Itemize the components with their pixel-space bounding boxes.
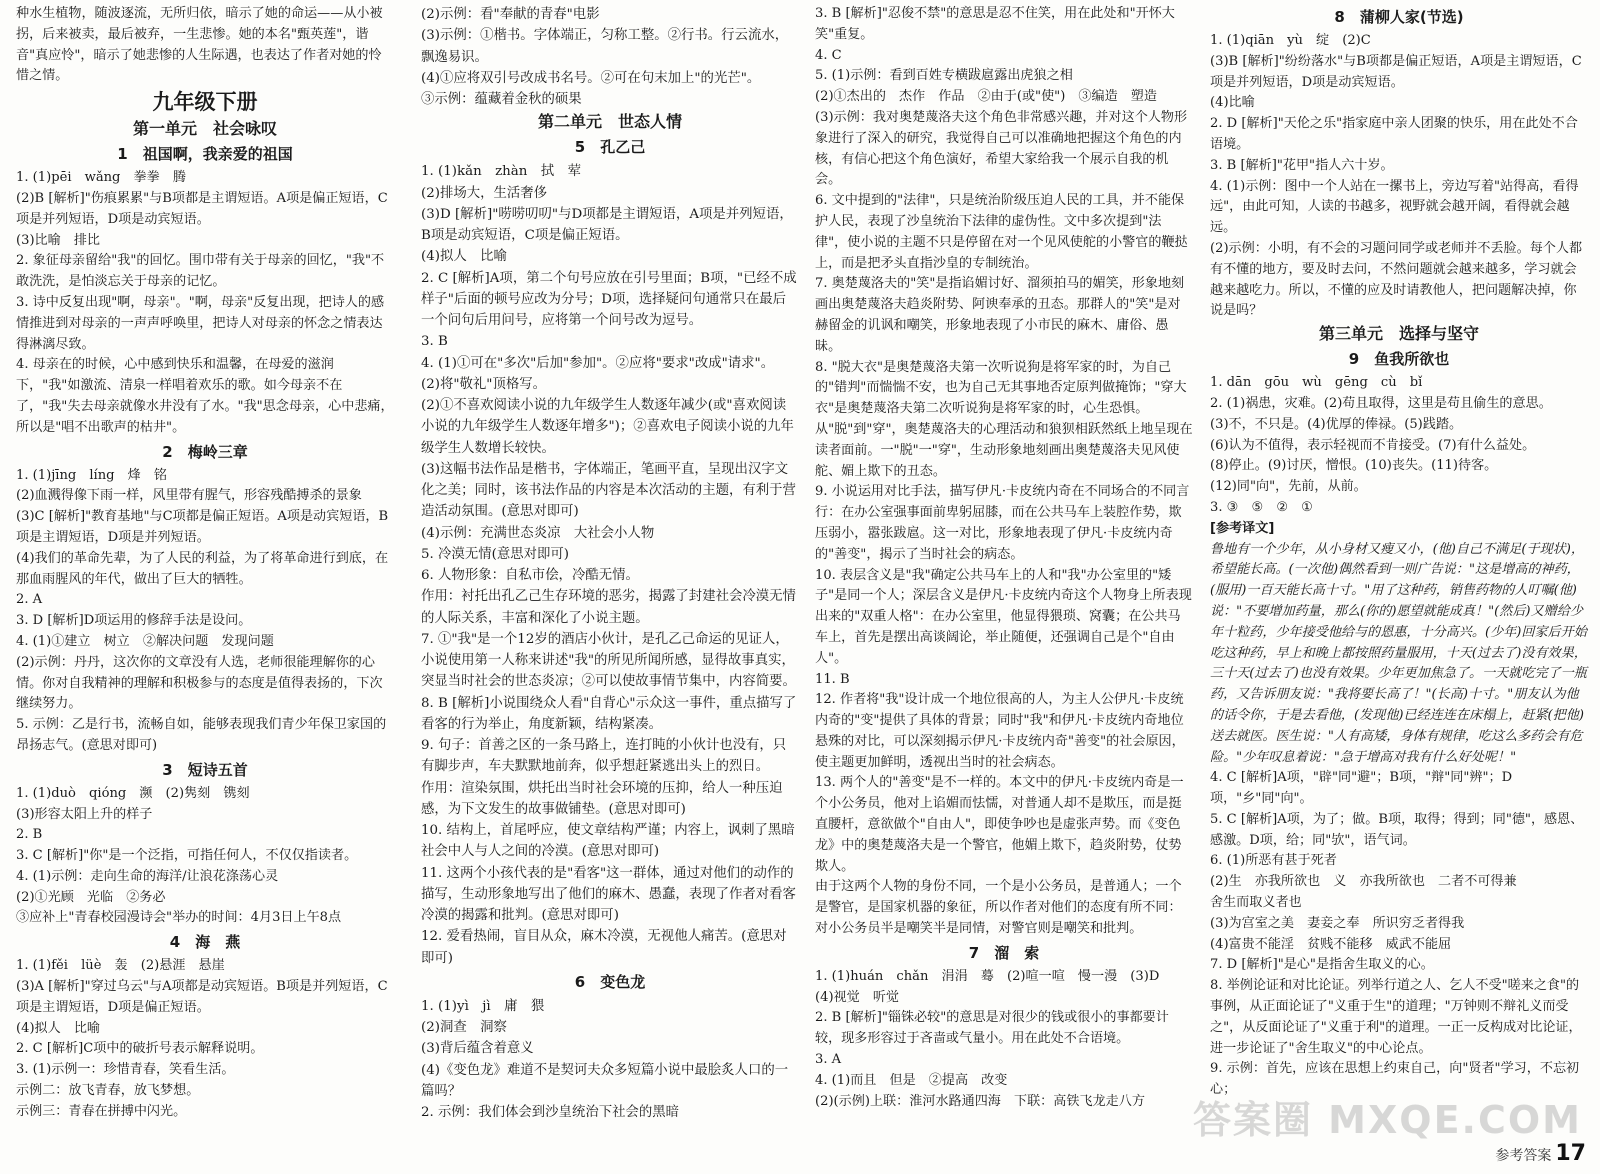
answer-item: (12)同"向"，先前，从前。: [1210, 479, 1367, 495]
answer-item: (2)示例：看"奉献的青春"电影: [421, 7, 600, 22]
answer-item: 4. 母亲在的时候，心中感到快乐和温馨，在母爱的滋润下，"我"如激流、清泉一样唱着欢乐的歌。如今母亲不在了，"我"失去母亲就像水井没有了水。"我"思念母亲，心中悲痛，所以是"唱不出歌声的枯井"。: [16, 357, 394, 435]
answer-item: 1. (1)kǎn zhàn 拭 荤: [421, 164, 581, 180]
answer-item: 1. (1)jīng líng 烽 铭: [16, 467, 167, 483]
answer-item: 10. 表层含义是"我"确定公共马车上的人和"我"办公室里的"矮子"是同一个人；深层含义是伊凡·卡皮统内奇这个人物身上所表现出来的"双重人格"：在办公室里，他显得猥琐、窝囊；在公共马车上，首先是摆出高谈阔论，举止随便，还强调自己是个"自由人"。: [815, 567, 1192, 666]
answer-item: 示例三：青春在拼搏中闪光。: [16, 1103, 187, 1119]
answer-item: 舍生而取义者也: [1210, 895, 1302, 911]
answer-item: 2. 示例：我们体会到沙皇统治下社会的黑暗: [421, 1105, 680, 1120]
lesson-heading: 1 祖国啊，我亲爱的祖国: [117, 145, 293, 164]
column-1: [16, 4, 394, 1123]
answer-item: (4)富贵不能淫 贫贱不能移 威武不能屈: [1210, 936, 1452, 952]
answer-item: 3. (1)示例一：珍惜青春，笑看生活。: [16, 1062, 235, 1078]
answer-item: (2)示例：丹丹，这次你的文章没有人选，老师很能理解你的心情。你对自我精神的理解和积极参与的态度是值得表扬的，下次继续努力。: [16, 654, 383, 712]
answer-item: (2)①光顾 光临 ②务必: [16, 889, 166, 905]
answer-item: 2. B: [16, 827, 43, 843]
answer-item: 9. 示例：首先，应该在思想上约束自己，向"贤者"学习，不忘初心；: [1210, 1061, 1580, 1098]
answer-item: (3)不，不只是。(4)优厚的俸禄。(5)践踏。: [1210, 416, 1463, 432]
answer-item: (2)(示例)上联：淮河水路通四海 下联：高铁飞龙走八方: [815, 1093, 1145, 1109]
answer-item: 2. D [解析]"天伦之乐"指家庭中亲人团聚的快乐，用在此处不合语境。: [1210, 116, 1578, 152]
answer-item: (4)拟人 比喻: [16, 1020, 101, 1036]
answer-item: 5. 冷漠无情(意思对即可): [421, 546, 569, 562]
lesson-heading: 7 溜 索: [968, 943, 1040, 962]
lesson-heading: 9 鱼我所欲也: [1348, 350, 1450, 369]
translation-label: [参考译文]: [1210, 520, 1275, 536]
answer-item: 4. C: [815, 47, 842, 63]
answer-item: (4)①应将双引号改成书名号。②可在句末加上"的光芒"。: [421, 70, 761, 86]
answer-item: 3. 诗中反复出现"啊，母亲"。"啊，母亲"反复出现，把诗人的感情推进到对母亲的一声声呼唤里，把诗人对母亲的怀念之情表达得淋漓尽致。: [16, 294, 385, 352]
answer-item: (2)①杰出的 杰作 作品 ②由于(或"使") ③编造 塑造: [815, 89, 1157, 105]
answer-item: 4. (1)而且 但是 ②提高 改变: [815, 1072, 1008, 1088]
answer-item: 4. C [解析]A项，"辟"同"避"；B项，"辩"同"辨"；D项，"乡"同"向"。: [1210, 770, 1513, 807]
answer-item: (4)示例：充满世态炎凉 大社会小人物: [421, 525, 655, 541]
page-footer: [1495, 1141, 1586, 1166]
answer-item: (6)认为不值得，表示轻视而不肯接受。(7)有什么益处。: [1210, 437, 1536, 453]
answer-item: 3. B [解析]"忍俊不禁"的意思是忍不住笑，用在此处和"开怀大笑"重复。: [815, 6, 1175, 42]
answer-item: 3. C [解析]"你"是一个泛指，可指任何人，不仅仅指读者。: [16, 848, 358, 864]
answer-item: (2)生 亦我所欲也 义 亦我所欲也 二者不可得兼: [1210, 874, 1517, 890]
answer-item: 6. 文中提到的"法律"，只是统治阶级压迫人民的工具，并不能保护人民，表现了沙皇统治下法律的虚伪性。文中多次提到"法律"，使小说的主题不只是停留在对一个见风使舵的小警官的鞭挞上，而是把矛头直指沙皇的专制统治。: [815, 193, 1188, 271]
answer-item: 4. (1)示例：走向生命的海洋/让浪花涤荡心灵: [16, 868, 279, 884]
answer-item: 1. (1)pēi wǎng 拳拳 腾: [16, 170, 186, 186]
answer-item: 6. 人物形象：自私市侩，冷酷无情。: [421, 568, 639, 583]
answer-item: 6. (1)所恶有甚于死者: [1210, 853, 1337, 869]
answer-item: 7. D [解析]"是心"是指舍生取义的心。: [1210, 957, 1434, 973]
answer-item: (4)拟人 比喻: [421, 249, 507, 265]
answer-item: (4)比喻: [1210, 95, 1255, 111]
answer-item: 5. 示例：乙是行书，流畅自如，能够表现我们青少年保卫家国的昂扬志气。(意思对即可): [16, 717, 387, 753]
answer-item: 3. ③ ⑤ ② ①: [1210, 499, 1313, 515]
answer-item: 作用：渲染氛围，烘托出当时社会环境的压抑，给人一种压迫感，为下文发生的故事做铺垫。(意思对即可): [421, 780, 783, 817]
answer-item: 1. dān gōu wù gēng cù bǐ: [1210, 375, 1423, 391]
unit-heading: 第一单元 社会咏叹: [132, 119, 277, 139]
column-2: [421, 4, 799, 1123]
answer-item: 由于这两个人物的身份不同，一个是小公务员，是普通人；一个是警官，是国家机器的象征，所以作者对他们的态度有所不同：对小公务员半是嘲笑半是同情，对警官则是嘲笑和批判。: [815, 879, 1182, 937]
lesson-heading: 5 孔乙己: [574, 138, 646, 157]
answer-item: (2)排场大，生活奢侈: [421, 185, 548, 201]
answer-item: (8)停止。(9)讨厌，憎恨。(10)丧失。(11)待客。: [1210, 458, 1498, 474]
answer-item: 1. (1)duò qióng 濒 (2)隽刻 镌刻: [16, 785, 250, 801]
answer-item: 11. B: [815, 671, 850, 687]
answer-item: 10. 结构上，首尾呼应，使文章结构严谨；内容上，讽刺了黑暗社会中人与人之间的冷漠。(意思对即可): [421, 823, 795, 860]
answer-item: 3. B [解析]"花甲"指人六十岁。: [1210, 157, 1394, 173]
answer-item: (4)视觉 听觉: [815, 989, 900, 1005]
answer-item: (2)将"敬礼"顶格写。: [421, 376, 547, 392]
volume-title: 九年级下册: [152, 90, 258, 115]
answer-item: 1. (1)fěi lüè 轰 (2)悬涯 悬崖: [16, 958, 225, 974]
answer-item: 1. (1)qiān yù 绽 (2)C: [1210, 33, 1371, 48]
lesson-heading: 3 短诗五首: [162, 760, 248, 779]
answer-item: 2. A: [16, 592, 43, 608]
answer-item: (3)A [解析]"穿过乌云"与A项都是动宾短语。B项是并列短语，C项是主谓短语，D项是偏正短语。: [16, 979, 388, 1015]
watermark: 答案圈 MXQE.COM: [1192, 1098, 1582, 1142]
answer-item: 9. 句子：首善之区的一条马路上，连打盹的小伙计也没有，只有脚步声，车夫默默地前奔，似乎想赶紧逃出头上的烈日。: [421, 738, 787, 775]
unit-heading: 第二单元 世态人情: [537, 112, 682, 132]
answer-item: 2. 象征母亲留给"我"的回忆。围巾带有关于母亲的回忆，"我"不敢洗洗，是怕淡忘关于母亲的记忆。: [16, 253, 385, 290]
answer-item: (3)示例：①楷书。字体端正，匀称工整。②行书。行云流水，飘逸易识。: [421, 28, 789, 65]
answer-item: 种水生植物，随波逐流，无所归依，暗示了她的命运——从小被拐，后来被卖，最后被弃，一生悲惨。她的本名"甄英莲"，谐音"真应怜"，暗示了她悲惨的人生际遇，也表达了作者对她的怜惜之情。: [16, 6, 383, 84]
answer-item: 2. C [解析]A项，第二个句号应放在引号里面；B项，"已经不成样子"后面的顿号应改为分号；D项，选择疑问句通常只在最后一个问句后用问号，应将第一个问号改为逗号。: [421, 270, 797, 328]
answer-item: 4. (1)①可在"多次"后加"参加"。②应将"要求"改成"请求"。: [421, 355, 775, 371]
answer-item: 7. ①"我"是一个12岁的酒店小伙计，是孔乙己命运的见证人，小说使用第一人称来讲述"我"的所见所闻所感，显得故事真实，突显当时社会的世态炎凉；②可以使故事情节集中，内容简要。: [421, 631, 796, 690]
answer-item: 9. 小说运用对比手法，描写伊凡·卡皮统内奇在不同场合的不同言行：在办公室强事面前卑躬屈膝，而在公共马车上装腔作势，欺压弱小，嚣张跋扈。这一对比，形象地表现了伊凡·卡皮统内奇的"善变"，揭示了当时社会的病态。: [815, 484, 1190, 562]
answer-item: 4. (1)①建立 树立 ②解决问题 发现问题: [16, 633, 274, 649]
answer-item: (2)B [解析]"伤痕累累"与B项都是主谓短语。A项是偏正短语，C项是并列短语，D项是动宾短语。: [16, 190, 388, 227]
answer-item: 示例二：放飞青春，放飞梦想。: [16, 1083, 200, 1099]
answer-item: 作用：衬托出孔乙己生存环境的恶劣，揭露了封建社会冷漠无情的人际关系，丰富和深化了小说主题。: [421, 589, 796, 626]
answer-item: ③应补上"青春校园漫诗会"举办的时间：4月3日上午8点: [16, 910, 342, 926]
answer-item: (3)比喻 排比: [16, 232, 101, 248]
answer-item: ③示例：蕴藏着金秋的硕果: [421, 92, 582, 107]
answer-item: (3)B [解析]"纷纷落水"与B项都是偏正短语，A项是主谓短语，C项是并列短语，D项是动宾短语。: [1210, 53, 1582, 90]
answer-item: (4)《变色龙》难道不是契诃夫众多短篇小说中最脍炙人口的一篇吗？: [421, 1062, 789, 1099]
answer-item: 5. (1)示例：看到百姓专横跋扈露出虎狼之相: [815, 68, 1073, 84]
answer-item: (3)这幅书法作品是楷书，字体端正，笔画平直，呈现出汉字文化之美；同时，该书法作品的内容是本次活动的主题，有利于营造活动氛围。(意思对即可): [421, 461, 796, 520]
page-number: 17: [1555, 1141, 1586, 1166]
answer-item: 3. A: [815, 1052, 842, 1068]
answer-item: 1. (1)yì jì 庸 猥: [421, 998, 545, 1014]
answer-item: (3)背后蕴含着意义: [421, 1041, 534, 1057]
answer-item: 8. "脱大衣"是奥楚蔑洛夫第一次听说狗是将军家的时，为自己的"错判"而惴惴不安，也为自己无其事地否定原判做掩饰；"穿大衣"是奥楚蔑洛夫第二次听说狗是将军家的时，心生恐惧。从"脱"到"穿"，奥楚蔑洛夫的心理活动和狼狈相跃然纸上地呈现在读者面前。一"脱"一"穿"，生动形象地刻画出奥楚蔑洛夫见风使舵、媚上欺下的丑态。: [815, 359, 1193, 479]
answer-item: (2)血溅得像下雨一样，风里带有腥气，形容残酷搏杀的景象: [16, 488, 362, 504]
answer-item: (4)我们的革命先辈，为了人民的利益，为了将革命进行到底，在那血雨腥风的年代，做出了巨大的牺牲。: [16, 550, 389, 587]
lesson-heading: 2 梅岭三章: [162, 442, 248, 461]
answer-item: 7. 奥楚蔑洛夫的"笑"是指谄媚讨好、溜须拍马的媚笑，形象地刻画出奥楚蔑洛夫趋炎附势、阿谀奉承的丑态。那群人的"笑"是对赫留金的讥讽和嘲笑，形象地表现了小市民的麻木、庸俗、愚昧。: [815, 276, 1185, 354]
lesson-heading: 6 变色龙: [574, 972, 646, 991]
answer-item: (2)洞查 洞察: [421, 1020, 507, 1035]
answer-item: (3)为宫室之美 妻妾之奉 所识穷乏者得我: [1210, 915, 1465, 931]
answer-item: 1. (1)huán chǎn 涓涓 蓦 (2)喧一喧 慢一漫 (3)D: [815, 968, 1160, 984]
answer-item: (3)形容太阳上升的样子: [16, 806, 153, 822]
answer-item: 11. 这两个小孩代表的是"看客"这一群体，通过对他们的动作的描写，生动形象地写出了他们的麻木、愚蠢，表现了作者对看客冷漠的揭露和批判。(意思对即可): [421, 865, 796, 923]
answer-item: (3)示例：我对奥楚蔑洛夫这个角色非常感兴趣，并对这个人物形象进行了深入的研究，我觉得自己可以准确地把握这个角色的内核，有信心把这个角色演好，希望大家给我一个展示自我的机会。: [815, 109, 1188, 188]
answer-item: (3)C [解析]"教育基地"与C项都是偏正短语。A项是动宾短语，B项是主谓短语，D项是并列短语。: [16, 509, 389, 545]
answer-item: (2)①不喜欢阅读小说的九年级学生人数逐年减少(或"喜欢阅读小说的九年级学生人数逐年增多")；②喜欢电子阅读小说的九年级学生人数增长较快。: [421, 398, 794, 456]
answer-item: 8. B [解析]小说围绕众人看"自背心"示众这一事件，重点描写了看客的行为举止，角度新颖，结构紧凑。: [421, 695, 797, 732]
answer-item: 5. C [解析]A项，为了；做。B项，取得；得到；同"德"，感恩、感激。D项，给；同"欤"，语气词。: [1210, 811, 1584, 848]
answer-item: 13. 两个人的"善变"是不一样的。本文中的伊凡·卡皮统内奇是一个小公务员，他对上谄媚而怯懦，对普通人却不是欺压，而是挺直腰杆，意欲做个"自由人"，即使争吵也是虚张声势。而《变色龙》中的奥楚蔑洛夫是一个警官，他媚上欺下，趋炎附势，仗势欺人。: [815, 775, 1184, 874]
answer-item: (3)D [解析]"唠唠叨叨"与D项都是主谓短语，A项是并列短语，B项是动宾短语，C项是偏正短语。: [421, 206, 793, 243]
answer-item: 3. D [解析]D项运用的修辞手法是设问。: [16, 613, 252, 629]
column-4: [1210, 4, 1588, 1101]
answer-item: 12. 爱看热闹，盲目从众，麻木冷漠，无视他人痛苦。(意思对即可): [421, 929, 787, 966]
answer-item: (2)示例：小明，有不会的习题问同学或老师并不丢脸。每个人都有不懂的地方，要及时去问，不然问题就会越来越多，学习就会越来越吃力。所以，不懂的应及时请教他人，把问题解决掉，你说是吗？: [1210, 240, 1583, 319]
unit-heading: 第三单元 选择与坚守: [1318, 324, 1479, 344]
answer-item: 3. B: [421, 334, 448, 350]
lesson-heading: 4 海 燕: [169, 933, 241, 952]
reference-translation: 鲁地有一个少年，从小身材又瘦又小，(他)自己不满足(于现状)，希望能长高。(一次他)偶然看到一则广告说："这是增高的神药，(服用)一百天能长高十寸。"用了这种药，销售药物的人叮嘱(他)说："不要增加药量，那么(你的)愿望就能成真！"(然后)又赠给少年十粒药，少年接受他给与的恩惠，十分高兴。(少年)回家后开始吃这种药，早上和晚上都按照药量服用，十天(过去了)没有效果，三十天(过去了)也没有效果。少年更加焦急了。一天就吃完了一瓶药，又告诉朋友说："我将要长高了！"(长高)十寸。"朋友认为他的话令你，于是去看他，(发现他)已经连连在床榻上，赶紧(把他)送去就医。医生说："人有高矮，身体有规律，吃这么多药会有危险。"少年叹息着说："急于增高对我有什么好处呢！": [1210, 541, 1587, 765]
column-3: [815, 4, 1193, 1112]
answer-item: 2. (1)祸患，灾难。(2)苟且取得，这里是苟且偷生的意思。: [1210, 395, 1552, 411]
answer-item: 12. 作者将"我"设计成一个地位很高的人，为主人公伊凡·卡皮统内奇的"变"提供了具体的背景；同时"我"和伊凡·卡皮统内奇地位悬殊的对比，可以深刻揭示伊凡·卡皮统内奇"善变"的社会原因，使主题更加鲜明，透视出当时的社会病态。: [815, 692, 1185, 770]
answer-item: 2. C [解析]C项中的破折号表示解释说明。: [16, 1041, 264, 1057]
answer-item: 2. B [解析]"锱铢必较"的意思是对很少的钱或很小的事都要计较，现多形容过于吝啬或气量小。用在此处不合语境。: [815, 1010, 1169, 1047]
answer-item: 8. 举例论证和对比论证。列举行道之人、乞人不受"嗟来之食"的事例，从正面论证了"义重于生"的道理；"万钟则不辩礼义而受之"，从反面论证了"义重于利"的道理。一正一反构成对比论证，进一步论证了"舍生取义"的中心论点。: [1210, 978, 1582, 1056]
lesson-heading: 8 蒲柳人家(节选): [1334, 8, 1464, 26]
footer-label: 参考答案: [1495, 1148, 1552, 1164]
answer-item: 4. (1)示例：图中一个人站在一摞书上，旁边写着"站得高，看得远"，由此可知，人读的书越多，视野就会越开阔，看得就会越远。: [1210, 178, 1579, 236]
